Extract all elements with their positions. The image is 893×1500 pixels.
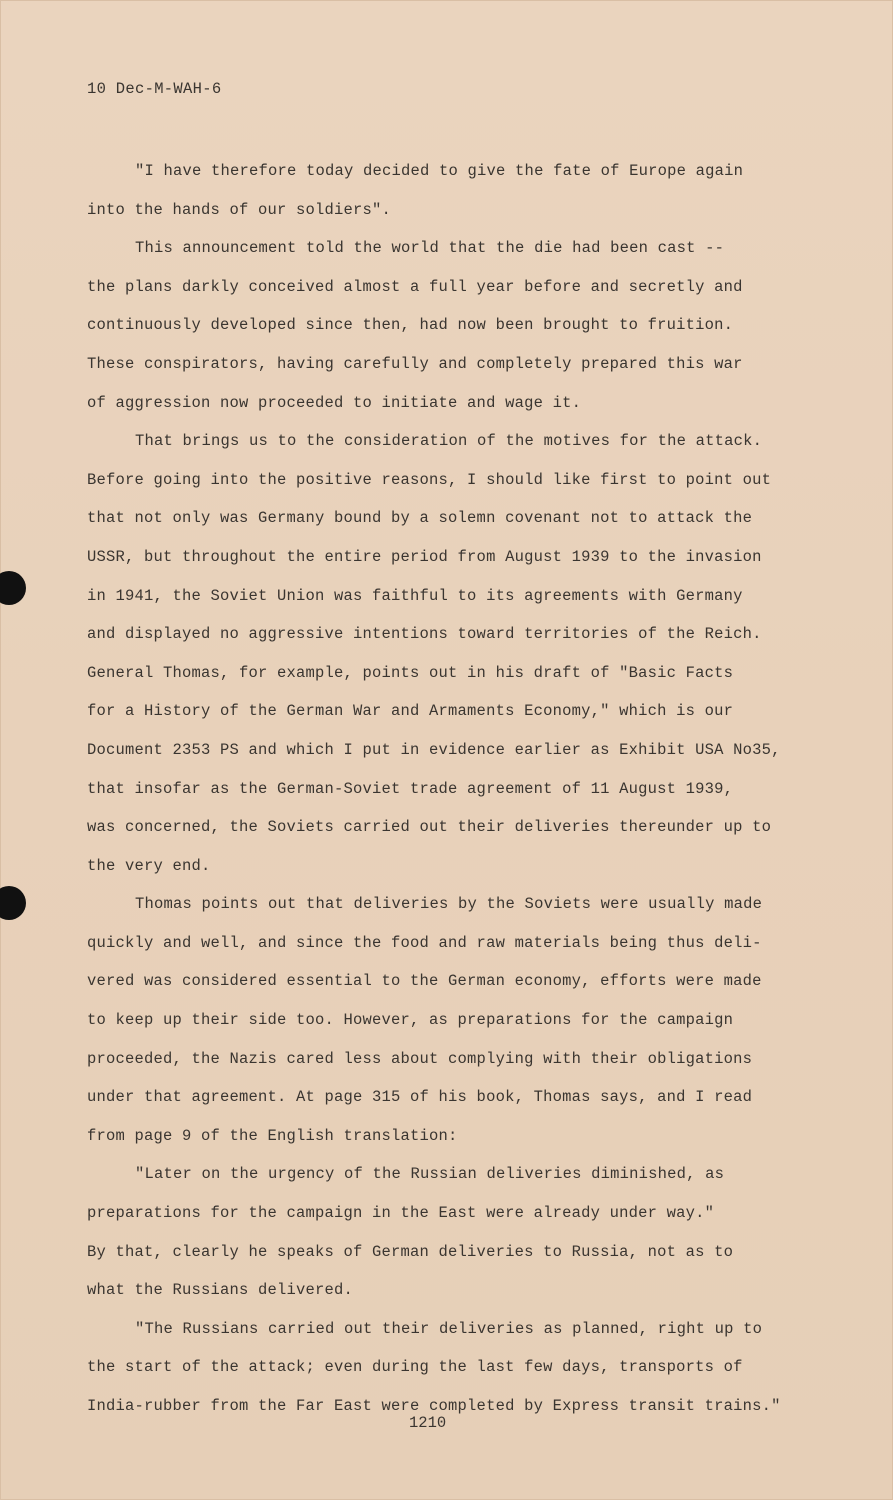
text-line: USSR, but throughout the entire period from August 1939 to the invasion [87, 547, 762, 566]
text-line: "Later on the urgency of the Russian deliveries diminished, as [135, 1165, 725, 1184]
text-line: the very end. [87, 856, 211, 875]
text-line: Before going into the positive reasons, I should like first to point out [87, 470, 772, 489]
text-line: India-rubber from the Far East were completed by Express transit trains." [87, 1397, 781, 1415]
text-line: for a History of the German War and Armaments Economy," which is our [87, 702, 734, 721]
text-line: to keep up their side too. However, as preparations for the campaign [87, 1011, 734, 1030]
text-line: the start of the attack; even during the last few days, transports of [87, 1358, 743, 1377]
text-line: continuously developed since then, had now been brought to fruition. [87, 316, 734, 335]
text-line: in 1941, the Soviet Union was faithful to its agreements with Germany [87, 586, 743, 605]
text-line: and displayed no aggressive intentions toward territories of the Reich. [87, 625, 762, 644]
text-line: of aggression now proceeded to initiate and wage it. [87, 393, 582, 412]
text-line: was concerned, the Soviets carried out their deliveries thereunder up to [87, 818, 772, 837]
punch-hole-top [0, 571, 26, 605]
text-line: under that agreement. At page 315 of his book, Thomas says, and I read [87, 1088, 753, 1107]
text-line: the plans darkly conceived almost a full year before and secretly and [87, 277, 743, 296]
page-number: 1210 [409, 1414, 447, 1432]
text-line: Document 2353 PS and which I put in evidence earlier as Exhibit USA No35, [87, 740, 781, 759]
text-line: from page 9 of the English translation: [87, 1126, 458, 1145]
text-line: that not only was Germany bound by a solemn covenant not to attack the [87, 509, 753, 528]
text-line: vered was considered essential to the German economy, efforts were made [87, 972, 762, 991]
text-line: proceeded, the Nazis cared less about complying with their obligations [87, 1049, 753, 1068]
text-line: "I have therefore today decided to give the fate of Europe again [135, 162, 744, 180]
document-body [87, 152, 797, 1426]
text-line: Thomas points out that deliveries by the Soviets were usually made [135, 895, 763, 914]
text-line: By that, clearly he speaks of German deliveries to Russia, not as to [87, 1242, 734, 1261]
text-line: what the Russians delivered. [87, 1281, 354, 1300]
text-line: quickly and well, and since the food and raw materials being thus deli- [87, 933, 762, 952]
text-line: These conspirators, having carefully and completely prepared this war [87, 354, 743, 373]
punch-hole-bottom [0, 886, 26, 920]
text-line: that insofar as the German-Soviet trade agreement of 11 August 1939, [87, 779, 734, 798]
document-header: 10 Dec-M-WAH-6 [87, 80, 222, 98]
text-line: into the hands of our soldiers". [87, 200, 392, 219]
text-line: This announcement told the world that the die had been cast -- [135, 239, 725, 258]
text-line: That brings us to the consideration of the motives for the attack. [135, 432, 763, 451]
text-line: preparations for the campaign in the East were already under way." [87, 1204, 715, 1223]
text-line: General Thomas, for example, points out in his draft of "Basic Facts [87, 663, 734, 682]
text-line: "The Russians carried out their deliveries as planned, right up to [135, 1319, 763, 1338]
